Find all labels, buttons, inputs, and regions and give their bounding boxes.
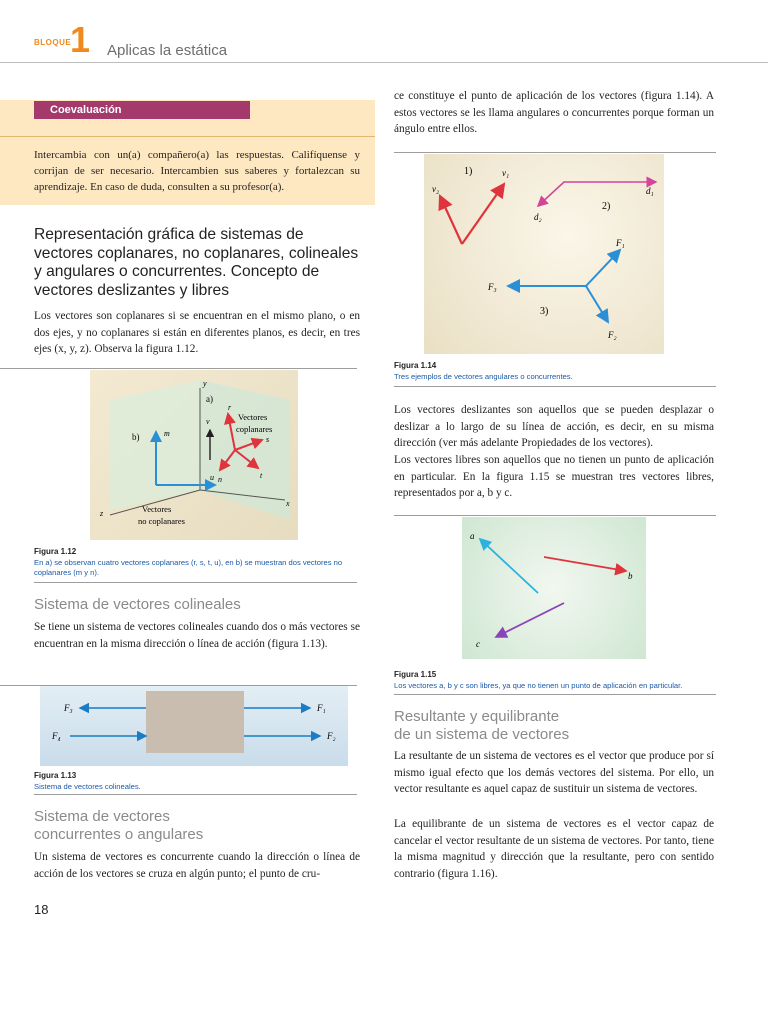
concurrentes-paragraph: Un sistema de vectores es concurrente cuando la dirección o línea de acción de los vectores se cruza en algún punto; el punto de cru- xyxy=(34,851,360,880)
label-nocoplanares-1: Vectores xyxy=(142,504,172,514)
figure-1-12 xyxy=(90,370,298,540)
label-f4: F₄ xyxy=(52,731,61,741)
rule-fig12-bottom xyxy=(34,582,357,583)
label-s: s xyxy=(266,435,270,444)
label-n2: 2) xyxy=(602,201,611,212)
figure-1-13-svg xyxy=(40,686,348,766)
colineales-paragraph: Se tiene un sistema de vectores colineales cuando dos o más vectores se encuentran en la misma dirección o línea de acción (figura 1.13). xyxy=(34,621,360,650)
label-axis-y: y xyxy=(203,379,207,388)
figure-1-14 xyxy=(424,154,664,354)
resultante-paragraph-2: La equilibrante de un sistema de vectores es el vector capaz de cancelar el vector resultante de un sistema de vectores. Por tanto, tiene la misma magnitud y dirección que la resultante, pero con sentido contrario (figura 1.16). xyxy=(394,818,714,880)
figure-1-15-label: Figura 1.15 xyxy=(394,670,437,679)
rule-fig13-bottom xyxy=(34,794,357,795)
label-m: m xyxy=(164,429,170,438)
figure-1-15-svg xyxy=(462,517,646,659)
page-header-title: Aplicas la estática xyxy=(107,42,228,59)
label-u: u xyxy=(210,473,214,482)
deslizantes-paragraph: Los vectores deslizantes son aquellos que se pueden desplazar o deslizar a lo largo de su línea de acción, es decir, en su misma dirección (ver más adelante Propiedades de los vectores). xyxy=(394,404,714,449)
label-d1: d₁ xyxy=(646,186,654,196)
label-n3: 3) xyxy=(540,306,549,317)
page-number: 18 xyxy=(34,902,49,917)
label-coplanares-2: coplanares xyxy=(236,424,273,434)
label-t: t xyxy=(260,471,263,480)
label-n: n xyxy=(218,475,222,484)
libres-paragraph: Los vectores libres son aquellos que no tienen un punto de aplicación en particular. En la figura 1.15 se muestran tres vectores libres, representados por a, b y c. xyxy=(394,454,714,499)
label-f3: F₃ xyxy=(64,703,73,713)
vector-d2 xyxy=(538,182,594,206)
figure-1-14-caption: Tres ejemplos de vectores angulares o concurrentes. xyxy=(394,372,573,381)
figure-1-12-caption: En a) se observan cuatro vectores coplanares (r, s, t, u), en b) se muestran dos vectores no coplanares (m y n). xyxy=(34,558,343,577)
rule-fig14-top xyxy=(394,152,716,153)
label-r: r xyxy=(228,403,232,412)
label-v1: v₁ xyxy=(502,168,510,178)
rule-fig15-top xyxy=(394,515,716,516)
header-rule xyxy=(0,62,768,63)
figure-1-15-caption: Los vectores a, b y c son libres, ya que no tienen un punto de aplicación en particular. xyxy=(394,681,683,690)
label-c: c xyxy=(476,639,480,649)
rule-fig14-bottom xyxy=(394,386,716,387)
intro-paragraph: Los vectores son coplanares si se encuentran en el mismo plano, o en dos ejes, y no coplanares si están en diferentes planos, es decir, en tres ejes (x, y, z). Observa la figura 1.12. xyxy=(34,310,360,355)
section-colineales-title: Sistema de vectores colineales xyxy=(34,596,241,613)
bloque-number: 1 xyxy=(70,19,91,60)
vector-v1 xyxy=(462,184,504,244)
label-f1: F₁ xyxy=(317,703,326,713)
rule-fig15-bottom xyxy=(394,694,716,695)
vector-v2 xyxy=(440,196,462,244)
resultante-paragraph-1: La resultante de un sistema de vectores es el vector que produce por sí mismo igual efecto que los demás vectores del sistema. Por ello, un vector resultante es aquel capaz de sustituir un sistema de vectores. xyxy=(394,750,714,795)
figure-1-15 xyxy=(462,517,646,659)
label-d2: d₂ xyxy=(534,212,542,222)
vector-f1-14 xyxy=(586,250,620,286)
vector-a xyxy=(480,539,538,593)
coevaluacion-label: Coevaluación xyxy=(50,104,122,116)
main-heading: Representación gráfica de sistemas de vectores coplanares, no coplanares, colineales y angulares o concurrentes. Concepto de vectores deslizantes y libres xyxy=(34,226,359,299)
figure-1-14-label: Figura 1.14 xyxy=(394,361,437,370)
label-a: a xyxy=(470,531,475,541)
rule-fig12-top xyxy=(0,368,357,369)
right-top-paragraph: ce constituye el punto de aplicación de los vectores (figura 1.14). A estos vectores se les llama angulares o concurrentes porque forman un ángulo entre ellos. xyxy=(394,90,714,135)
label-v: v xyxy=(206,417,210,426)
section-concurrentes-title-1: Sistema de vectores xyxy=(34,808,170,825)
label-f2: F₂ xyxy=(327,731,336,741)
figure-1-13-caption: Sistema de vectores colineales. xyxy=(34,782,141,791)
block xyxy=(146,691,244,753)
figure-1-12-label: Figura 1.12 xyxy=(34,547,77,556)
label-f2-14: F₂ xyxy=(608,330,617,340)
figure-1-13 xyxy=(40,686,348,766)
vector-c xyxy=(496,603,564,637)
label-n1: 1) xyxy=(464,166,473,177)
label-f1-14: F₁ xyxy=(616,238,625,248)
bloque-word: BLOQUE xyxy=(34,38,72,47)
figure-1-14-svg xyxy=(424,154,664,354)
section-resultante-title-1: Resultante y equilibrante xyxy=(394,708,560,725)
figure-1-13-label: Figura 1.13 xyxy=(34,771,77,780)
vector-f2-14 xyxy=(586,286,608,322)
label-coplanares-1: Vectores xyxy=(238,412,268,422)
vector-b xyxy=(544,557,626,571)
section-concurrentes-title-2: concurrentes o angulares xyxy=(34,826,204,843)
section-resultante-title-2: de un sistema de vectores xyxy=(394,726,570,743)
label-b: b xyxy=(628,571,633,581)
label-b: b) xyxy=(132,432,140,442)
coevaluacion-top-rule xyxy=(0,136,375,137)
label-axis-z: z xyxy=(100,509,104,518)
label-v2: v₂ xyxy=(432,184,440,194)
label-axis-x: x xyxy=(286,499,290,508)
coevaluacion-text: Intercambia con un(a) compañero(a) las respuestas. Califíquense y corrijan de ser necesario. Intercambien sus saberes y fortalezcan su aprendizaje. En caso de duda, consulten a su profesor(a). xyxy=(34,149,360,193)
label-f3-14: F₃ xyxy=(488,282,497,292)
label-nocoplanares-2: no coplanares xyxy=(138,516,185,526)
label-a: a) xyxy=(206,394,213,404)
figure-1-12-svg xyxy=(90,370,298,540)
